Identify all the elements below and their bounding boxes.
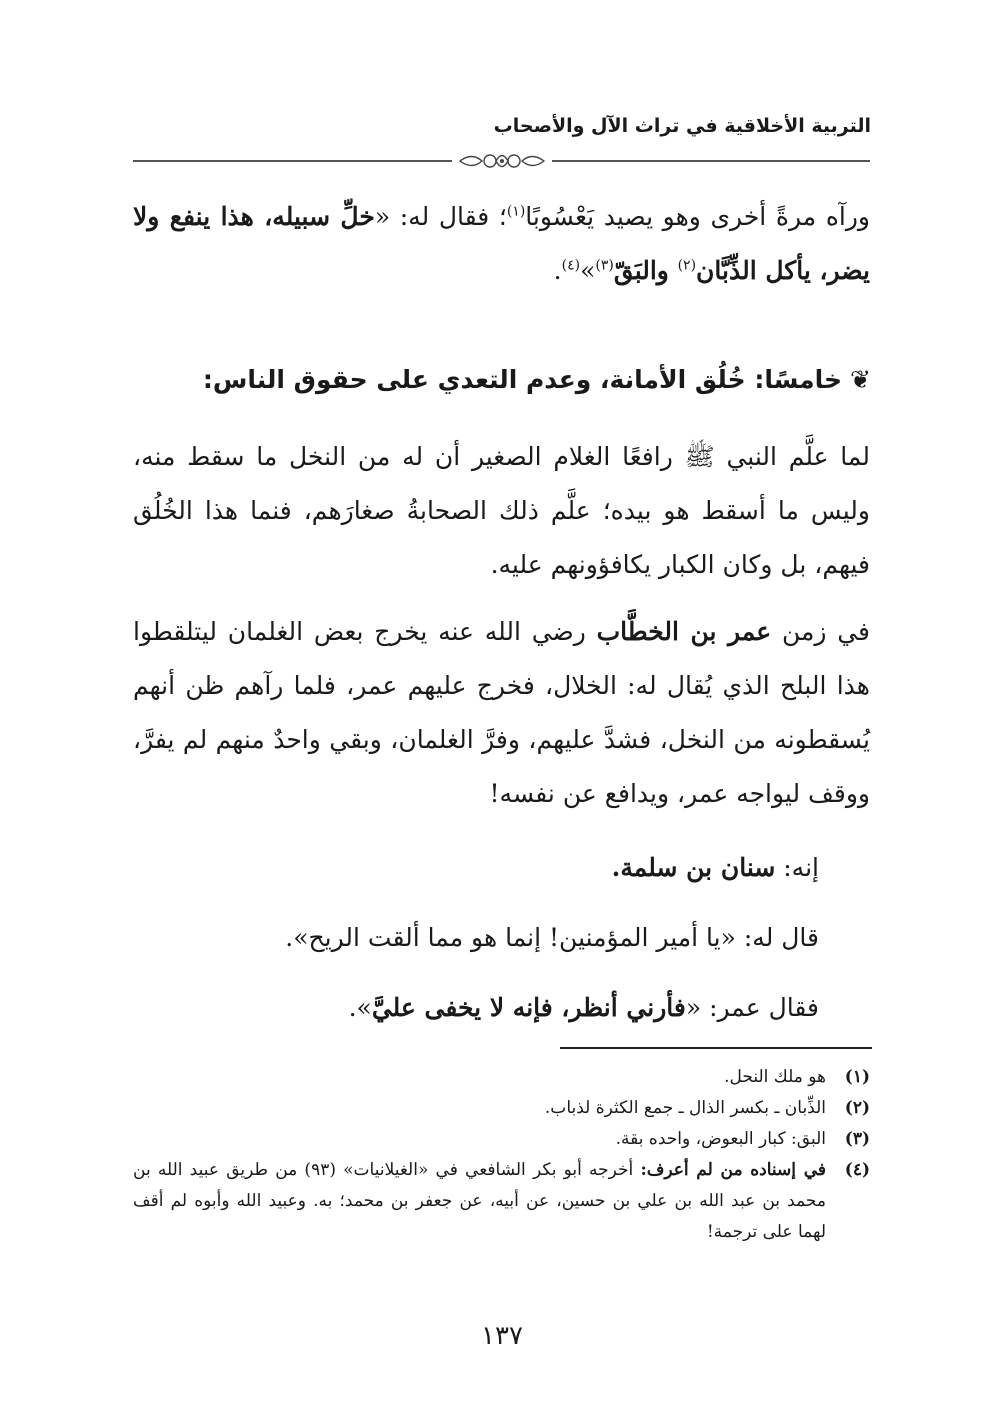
line-sinan: إنه: سنان بن سلمة. [611, 853, 819, 882]
footnote-ref-3: (٣) [595, 257, 614, 274]
footnote-4: (٤) في إسناده من لم أعرف: أخرجه أبو بكر الشافعي في «الغيلانيات» (٩٣) من طريق عبيد الله بن محمد بن عبد الله بن علي بن حسين، عن أبيه، عن جعفر بن محمد؛ به. وعبيد الله وأبوه لم أقف لهما على ترجمة! [133, 1160, 870, 1242]
paragraph-bee: ورآه مرةً أخرى وهو يصيد يَعْسُوبًا$^{(١)}$؛ فقال له: «خلِّ سبيله، هذا ينفع ولا يضر، يأكل الذِّبَّان$^{(٢)}$ والبَقّ$^{(٣)}$»$^{(٤)}$. [133, 202, 871, 285]
page-number: ١٣٧ [481, 1321, 523, 1351]
footnote-3: (٣) البق: كبار البعوض، واحده بقة. [615, 1129, 870, 1149]
fleuron-icon: ❦ [850, 365, 871, 394]
footnote-ref-1: (١) [506, 203, 526, 220]
ornament-icon [452, 146, 552, 176]
running-header: التربية الأخلاقية في تراث الآل والأصحاب [493, 115, 871, 137]
footnotes [133, 1062, 870, 1248]
footnote-1: (١) هو ملك النحل. [724, 1067, 870, 1087]
section-heading: ❦خامسًا: خُلُق الأمانة، وعدم التعدي على حقوق الناس: [134, 360, 871, 400]
footnote-ref-4: (٤) [561, 257, 581, 274]
line-umar-reply: فقال عمر: «فأرني أنظر، فإنه لا يخفى عليَّ». [348, 993, 819, 1022]
footnote-2: (٢) الذِّبان ـ بكسر الذال ـ جمع الكثرة لذباب. [544, 1098, 870, 1118]
paragraph-umar: في زمن عمر بن الخطَّاب رضي الله عنه يخرج بعض الغلمان ليتلقطوا هذا البلح الذي يُقال له: الخلال، فخرج عليهم عمر، فلما رآهم ظن أنهم يُسقطونه من النخل، فشدَّ عليهم، وفرَّ الغلمان، وبقي واحدٌ منهم لم يفرَّ، ووقف ليواجه عمر، ويدافع عن نفسه! [133, 617, 870, 808]
line-reply: قال له: «يا أمير المؤمنين! إنما هو مما ألقت الريح». [285, 923, 819, 952]
paragraph-rafi: لما علَّم النبي ﷺ رافعًا الغلام الصغير أن له من النخل ما سقط منه، وليس ما أسقط هو بيده؛ علَّم ذلك الصحابةُ صغارَهم، فنما هذا الخُلُق فيهم، بل وكان الكبار يكافؤونهم عليه. [133, 442, 870, 579]
footnote-rule [560, 1047, 872, 1049]
footnote-ref-2: (٢) [677, 257, 697, 274]
